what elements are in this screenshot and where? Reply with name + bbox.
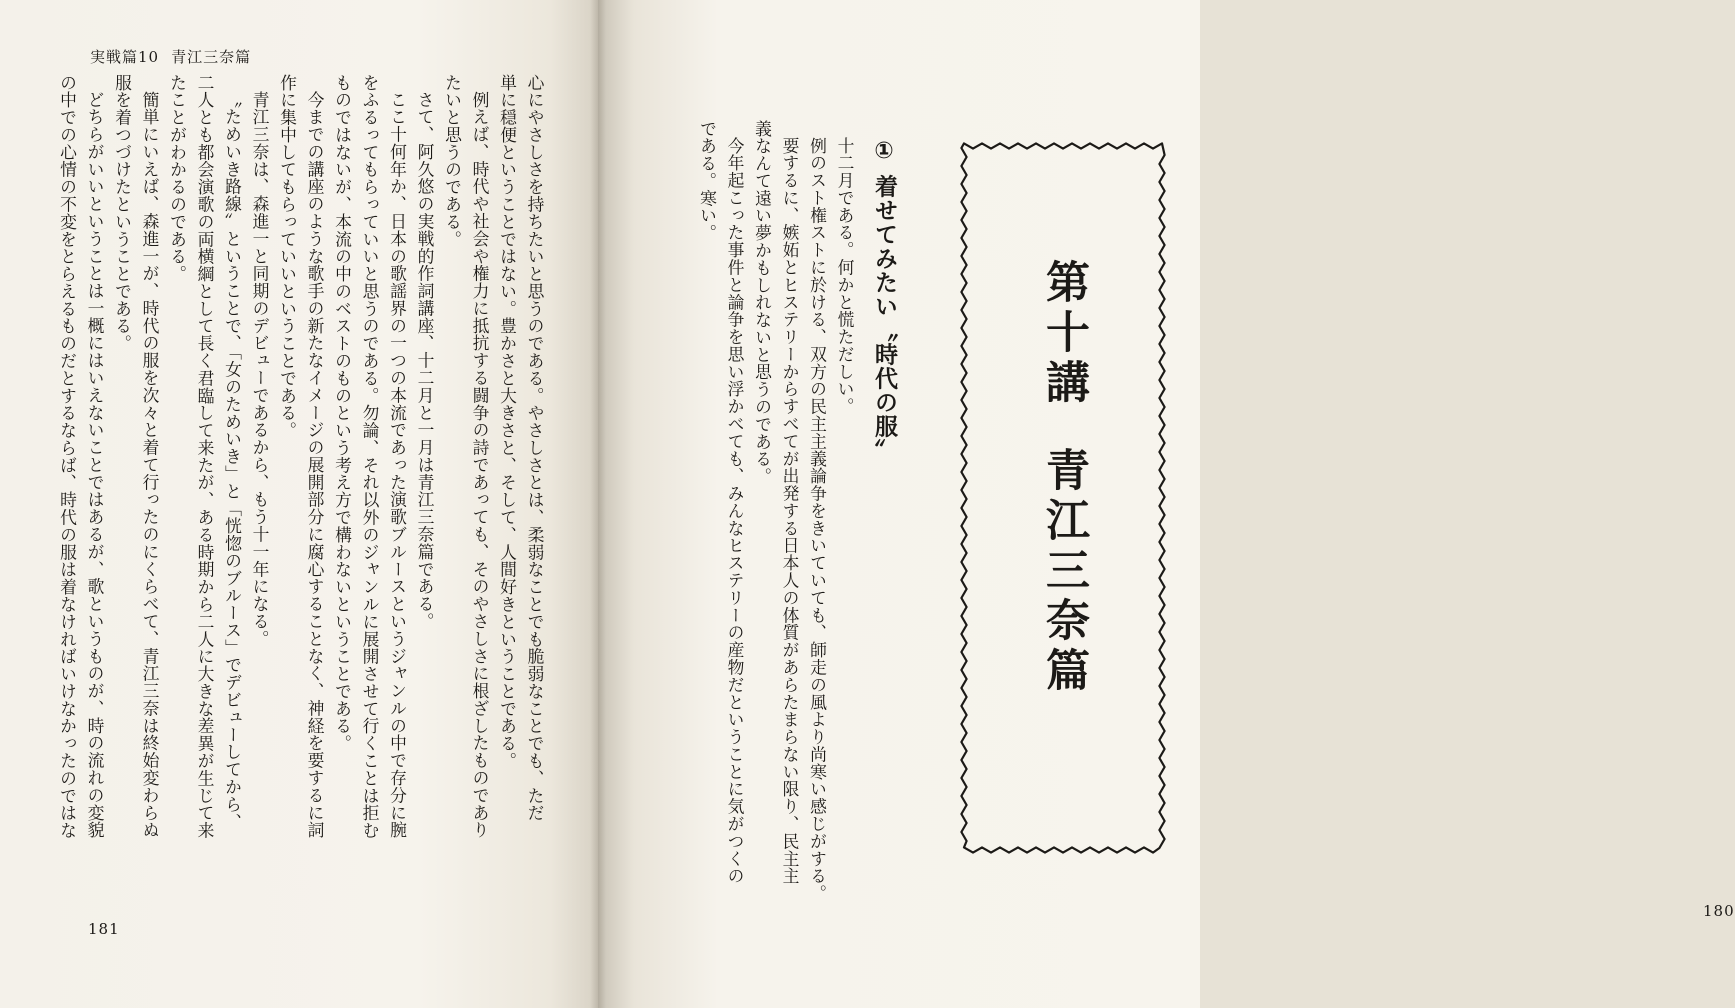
chapter-title xyxy=(958,140,1168,856)
body-line: 心にやさしさを持ちたいと思うのである。やさしさとは、柔弱なことでも脆弱なことでも、ただ xyxy=(525,74,545,822)
body-line: の中での心情の不変をとらえるものだとするならば、時代の服は着なければいけなかったのではな xyxy=(57,74,78,840)
running-head-chapter: 青江三奈篇 xyxy=(171,48,252,66)
body-line: である。寒い。 xyxy=(697,120,718,242)
body-line: さて、阿久悠の実戦的作詞講座、十二月と一月は青江三奈篇である。 xyxy=(415,90,435,630)
left-page xyxy=(0,0,598,1008)
body-line: 二人とも都会演歌の両横綱として長く君臨して来たが、ある時期から二人に大きな差異が生じて来 xyxy=(195,74,215,840)
page-number-left: 181 xyxy=(88,920,120,938)
body-line: 〝ためいき路線〟ということで、「女のためいき」と「恍惚のブルース」でデビューしてから、 xyxy=(222,90,243,831)
body-line: ものではないが、本流の中のベストのものという考え方で構わないということである。 xyxy=(332,74,353,753)
body-line: 義なんて遠い夢かもしれないと思うのである。 xyxy=(752,120,773,486)
book-gutter xyxy=(590,0,606,1008)
body-line: をふるってもらっていいと思うのである。勿論、それ以外のジャンルに展開させて行くことは拒む xyxy=(360,74,380,840)
page-number-right: 180 xyxy=(1703,902,1735,920)
chapter-title-frame xyxy=(958,140,1168,856)
running-head-series: 実戦篇10 xyxy=(90,48,160,66)
body-line: ここ十何年か、日本の歌謡界の一つの本流であった演歌ブルースというジャンルの中で存分に腕 xyxy=(387,90,408,839)
body-line: たいと思うのである。 xyxy=(442,74,463,248)
body-line: たことがわかるのである。 xyxy=(167,74,188,283)
body-line: 青江三奈は、森進一と同期のデビューであるから、もう十一年になる。 xyxy=(250,90,270,648)
chapter-name: 青江三奈篇 xyxy=(1038,447,1089,697)
body-line: 簡単にいえば、森進一が、時代の服を次々と着て行ったのにくらべて、青江三奈は終始変わらぬ xyxy=(140,90,160,839)
body-line: 要するに、嫉妬とヒステリーからすべてが出発する日本人の体質があらたまらない限り、民主主 xyxy=(780,136,800,885)
section-title-text: 着せてみたい〝時代の服〟 xyxy=(871,174,897,463)
body-line: 作に集中してもらっていいということである。 xyxy=(277,74,298,440)
running-head xyxy=(90,46,251,67)
body-line: 服を着つづけたということである。 xyxy=(112,74,133,353)
section-heading xyxy=(868,138,901,462)
body-line: 十二月である。何かと慌ただしい。 xyxy=(835,136,855,416)
body-line: 今までの講座のような歌手の新たなイメージの展開部分に腐心することなく、神経を要するに詞 xyxy=(305,90,325,839)
right-page-body xyxy=(693,120,858,910)
chapter-number: 第十講 xyxy=(1038,259,1089,409)
body-line: 例のスト権ストに於ける、双方の民主主義論争をきいていても、師走の風より尚寒い感じがする。 xyxy=(807,136,828,902)
body-line: 例えば、時代や社会や権力に抵抗する闘争の詩であっても、そのやさしさに根ざしたものであり xyxy=(470,90,490,839)
left-page-body xyxy=(53,74,548,934)
body-line: どちらがいいということは一概にはいえないことではあるが、歌というものが、時の流れの変貌 xyxy=(85,90,105,839)
body-line: 単に穏便ということではない。豊かさと大きさと、そして、人間好きということである。 xyxy=(497,74,518,770)
section-number: ① xyxy=(871,138,897,165)
body-line: 今年起こった事件と論争を思い浮かべても、みんなヒステリーの産物だということに気がつくの xyxy=(725,136,745,885)
